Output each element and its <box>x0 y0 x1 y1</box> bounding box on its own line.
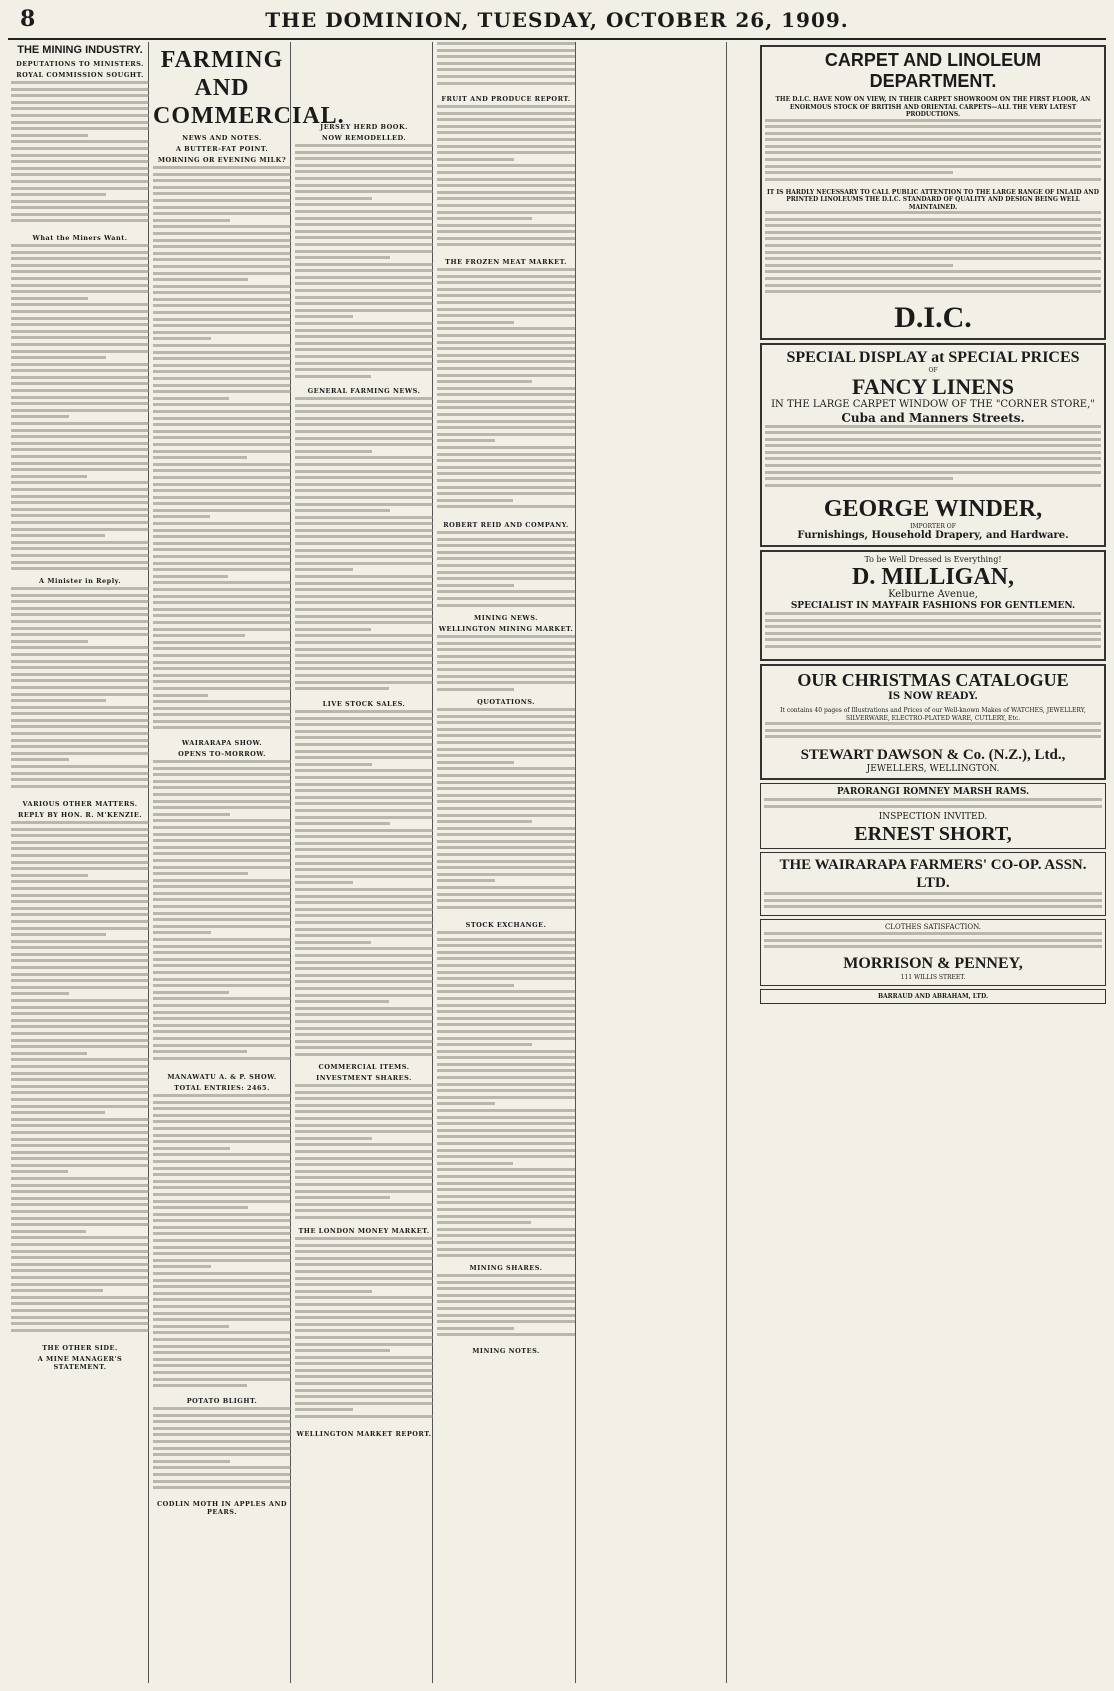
section-subhead: REPLY BY HON. R. M'KENZIE. <box>17 811 143 819</box>
stewart-dawson: STEWART DAWSON & Co. (N.Z.), Ltd., <box>800 747 1066 763</box>
farmers-title: THE WAIRARAPA FARMERS' CO-OP. ASSN. LTD. <box>779 857 1087 891</box>
masthead-title: THE DOMINION, TUESDAY, OCTOBER 26, 1909. <box>265 8 849 32</box>
linens-advert <box>760 343 1106 547</box>
article-text-block <box>437 635 575 695</box>
column-mining <box>11 42 149 1685</box>
article-text-block <box>11 81 149 231</box>
winder-goods: Furnishings, Household Drapery, and Hardware. <box>797 530 1069 541</box>
inspection: INSPECTION INVITED. <box>878 812 988 822</box>
column-rule <box>575 42 576 1683</box>
carpet-text: THE D.I.C. HAVE NOW ON VIEW, IN THEIR CARPET SHOWROOM ON THE FIRST FLOOR, AN ENORMOUS STOCK OF BRITISH AND ORIENTAL CARPETS—ALL THE VERY LATEST PRODUCTIONS. <box>775 96 1091 118</box>
section-subhead: INVESTMENT SHARES. <box>316 1074 412 1082</box>
article-text-block <box>11 821 149 1341</box>
section-subhead: MANAWATU A. & P. SHOW. <box>167 1073 277 1081</box>
window-text: IN THE LARGE CARPET WINDOW OF THE "CORNER STORE," <box>771 398 1095 410</box>
section-subhead: WELLINGTON MINING MARKET. <box>438 625 574 633</box>
section-subhead: STOCK EXCHANGE. <box>465 921 547 929</box>
article-text-block <box>437 268 575 518</box>
column-advertisements <box>760 42 1106 1685</box>
section-subhead: THE OTHER SIDE. <box>42 1344 118 1352</box>
barraud-advert <box>760 989 1106 1005</box>
section-subhead: MINING NOTES. <box>472 1347 540 1355</box>
article-text-block <box>295 144 433 384</box>
article-text-block <box>153 1094 291 1394</box>
column-farming <box>153 42 345 1685</box>
article-text-block <box>153 166 291 736</box>
milligan-advert <box>760 550 1106 661</box>
article-text-block <box>295 1084 433 1224</box>
parorangi-advert <box>760 783 1106 849</box>
section-subhead: MINING SHARES. <box>469 1264 543 1272</box>
milligan-text <box>765 612 1101 656</box>
morrison-text <box>764 932 1102 954</box>
section-subhead: WAIRARAPA SHOW. <box>181 739 263 747</box>
carpet-note: IT IS HARDLY NECESSARY TO CALL PUBLIC ATTENTION TO THE LARGE RANGE OF INLAID AND PRINTED LINOLEUMS THE D.I.C. STANDARD OF QUALITY AND DESIGN BEING WELL MAINTAINED. <box>766 188 1099 211</box>
winder-name: GEORGE WINDER, <box>823 495 1043 522</box>
column-commerce <box>295 42 433 1685</box>
stewart-dawson-sub: JEWELLERS, WELLINGTON. <box>866 764 1000 774</box>
carpet-title: CARPET AND LINOLEUM DEPARTMENT. <box>824 50 1042 91</box>
column-rule <box>726 42 727 1683</box>
article-text-block <box>295 1237 433 1427</box>
stewart-dawson-advert <box>760 664 1106 780</box>
section-subhead: POTATO BLIGHT. <box>186 1397 258 1405</box>
section-subhead: CODLIN MOTH IN APPLES AND PEARS. <box>156 1500 288 1516</box>
section-subhead: THE FROZEN MEAT MARKET. <box>445 258 567 266</box>
article-text-block <box>11 244 149 574</box>
section-subhead: ROBERT REID AND COMPANY. <box>443 521 569 529</box>
section-subhead: GENERAL FARMING NEWS. <box>307 387 421 395</box>
article-text-block <box>437 42 575 92</box>
section-subhead: OPENS TO-MORROW. <box>178 750 266 758</box>
mining-headline: THE MINING INDUSTRY. <box>17 44 143 56</box>
page-number: 8 <box>20 6 36 32</box>
parorangi-text <box>764 798 1102 812</box>
masthead <box>8 2 1106 40</box>
section-subhead: FRUIT AND PRODUCE REPORT. <box>441 95 571 103</box>
section-subhead: ROYAL COMMISSION SOUGHT. <box>16 71 144 79</box>
section-subhead: A Minister in Reply. <box>39 577 121 585</box>
farmers-text <box>764 892 1102 912</box>
section-subhead: NOW REMODELLED. <box>321 134 407 142</box>
article-text-block <box>437 1274 575 1344</box>
article-text-block <box>153 1407 291 1497</box>
article-text-block <box>153 760 291 1070</box>
section-subhead: NEWS AND NOTES. <box>182 134 262 142</box>
special-of: OF <box>928 367 938 374</box>
section-subhead: LIVE STOCK SALES. <box>322 700 406 708</box>
winder-importer: IMPORTER OF <box>910 522 956 530</box>
section-subhead: DEPUTATIONS TO MINISTERS. <box>16 60 144 68</box>
farmers-advert <box>760 852 1106 916</box>
section-subhead: A BUTTER-FAT POINT. <box>175 145 269 153</box>
carpet-advert <box>760 45 1106 340</box>
carpet-price-list <box>765 211 1101 301</box>
xmas-ready: IS NOW READY. <box>888 691 978 702</box>
milligan-name: D. MILLIGAN, <box>851 564 1014 590</box>
section-subhead: What the Miners Want. <box>32 234 128 242</box>
parorangi-title: PARORANGI ROMNEY MARSH RAMS. <box>836 787 1030 797</box>
section-subhead: WELLINGTON MARKET REPORT. <box>296 1430 432 1438</box>
special-display: SPECIAL DISPLAY at SPECIAL PRICES <box>786 349 1080 366</box>
ernest-short: ERNEST SHORT, <box>854 823 1012 845</box>
article-text-block <box>295 710 433 1060</box>
section-subhead: THE LONDON MONEY MARKET. <box>298 1227 430 1235</box>
morrison-address: 111 WILLIS STREET. <box>900 974 966 981</box>
article-text-block <box>437 531 575 611</box>
farming-headline: FARMING AND COMMERCIAL. <box>153 47 345 129</box>
section-subhead: MORNING OR EVENING MILK? <box>157 156 287 164</box>
section-subhead: A MINE MANAGER'S STATEMENT. <box>37 1355 123 1371</box>
article-text-block <box>437 105 575 255</box>
dic-logo: D.I.C. <box>894 301 972 334</box>
section-subhead: MINING NEWS. <box>474 614 538 622</box>
barraud-name: BARRAUD AND ABRAHAM, LTD. <box>877 992 989 1000</box>
milligan-top: To be Well Dressed is Everything! <box>864 555 1002 564</box>
section-subhead: COMMERCIAL ITEMS. <box>318 1063 410 1071</box>
clothes-satisfaction: CLOTHES SATISFACTION. <box>884 923 982 931</box>
carpet-price-list <box>765 119 1101 189</box>
column-markets <box>437 42 575 1685</box>
milligan-specialist: SPECIALIST IN MAYFAIR FASHIONS FOR GENTLEMEN. <box>790 601 1076 611</box>
section-subhead: QUOTATIONS. <box>477 698 535 706</box>
section-subhead: TOTAL ENTRIES: 2465. <box>174 1084 270 1092</box>
article-text-block <box>295 397 433 697</box>
article-text-block <box>437 708 575 918</box>
fancy-linens: FANCY LINENS <box>852 373 1014 399</box>
xmas-details <box>765 722 1101 746</box>
xmas-catalogue: OUR CHRISTMAS CATALOGUE <box>797 670 1069 690</box>
milligan-address: Kelburne Avenue, <box>888 589 978 600</box>
article-text-block <box>11 587 149 797</box>
linens-list <box>765 425 1101 495</box>
morrison-advert <box>760 919 1106 986</box>
article-text-block <box>437 931 575 1261</box>
section-subhead: JERSEY HERD BOOK. <box>320 123 408 131</box>
cuba-street: Cuba and Manners Streets. <box>841 410 1025 425</box>
section-subhead: VARIOUS OTHER MATTERS. <box>22 800 138 808</box>
morrison-penney: MORRISON & PENNEY, <box>843 955 1023 972</box>
xmas-text: It contains 40 pages of Illustrations and Prices of our Well-known Makes of WATCHES, JEWELLERY, SILVERWARE, ELECTRO-PLATED WARE, CUTLERY, Etc. <box>780 707 1086 722</box>
